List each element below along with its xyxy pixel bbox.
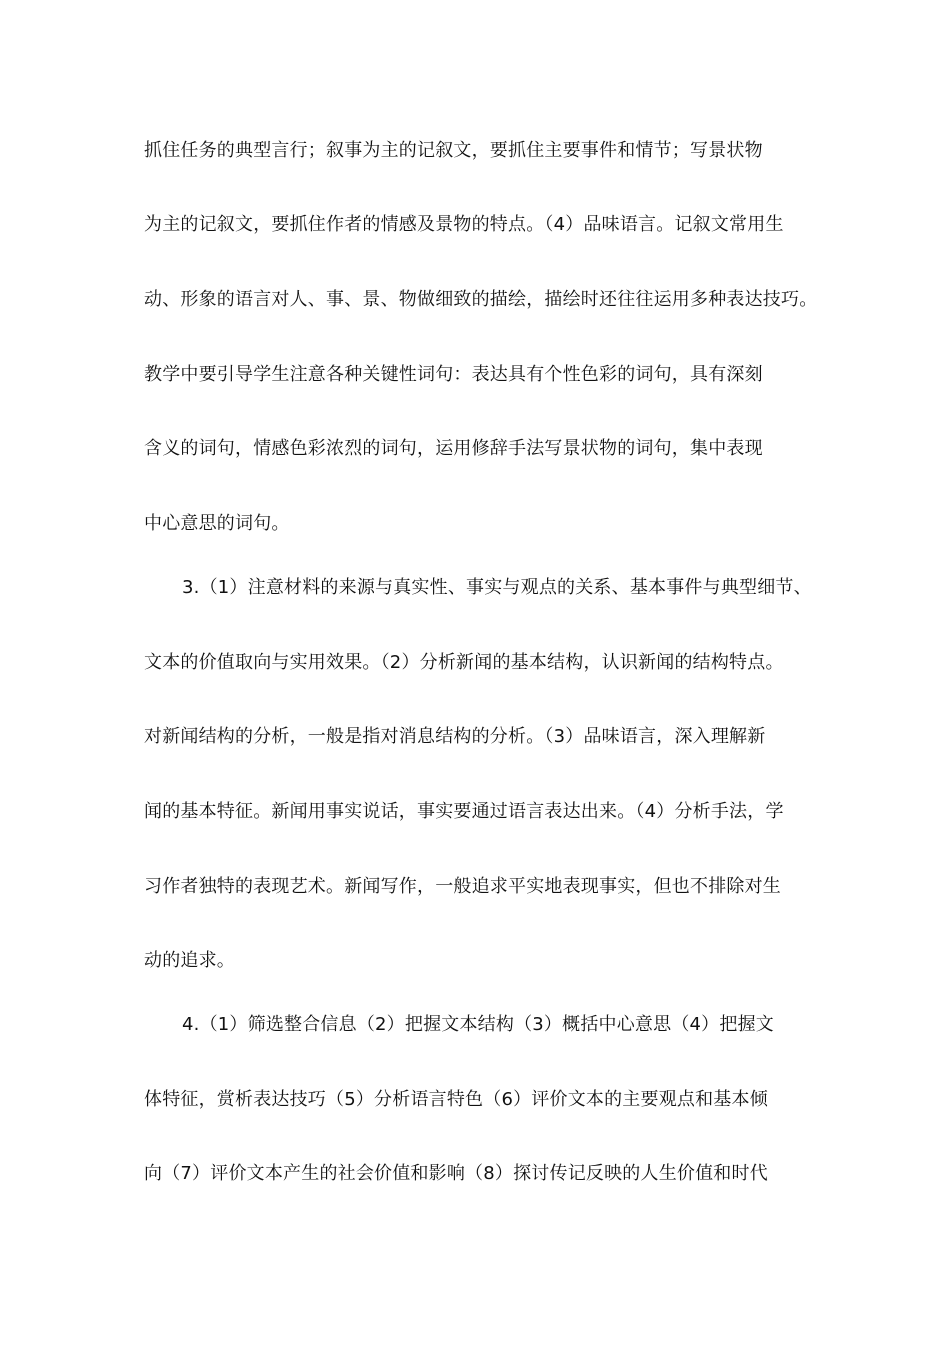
text-line: 教学中要引导学生注意各种关键性词句：表达具有个性色彩的词句，具有深刻: [144, 364, 763, 385]
text-line: 抓住任务的典型言行；叙事为主的记叙文，要抓住主要事件和情节；写景状物: [144, 140, 763, 161]
text-line: 体特征，赏析表达技巧（5）分析语言特色（6）评价文本的主要观点和基本倾: [144, 1089, 768, 1110]
text-line: 闻的基本特征。新闻用事实说话，事实要通过语言表达出来。（4）分析手法，学: [144, 801, 784, 822]
paragraph-4-start: 4.（1）筛选整合信息（2）把握文本结构（3）概括中心意思（4）把握文: [182, 1014, 774, 1035]
text-line: 为主的记叙文，要抓住作者的情感及景物的特点。（4）品味语言。记叙文常用生: [144, 214, 784, 235]
text-line: 动的追求。: [144, 950, 235, 971]
text-line: 习作者独特的表现艺术。新闻写作，一般追求平实地表现事实，但也不排除对生: [144, 876, 781, 897]
text-line: 动、形象的语言对人、事、景、物做细致的描绘，描绘时还往往运用多种表达技巧。: [144, 289, 818, 310]
paragraph-3-start: 3.（1）注意材料的来源与真实性、事实与观点的关系、基本事件与典型细节、: [182, 577, 812, 598]
text-line: 文本的价值取向与实用效果。（2）分析新闻的基本结构，认识新闻的结构特点。: [144, 652, 784, 673]
text-line: 对新闻结构的分析，一般是指对消息结构的分析。（3）品味语言，深入理解新: [144, 726, 766, 747]
text-line: 中心意思的词句。: [144, 513, 290, 534]
text-line: 含义的词句，情感色彩浓烈的词句，运用修辞手法写景状物的词句，集中表现: [144, 438, 763, 459]
text-line: 向（7）评价文本产生的社会价值和影响（8）探讨传记反映的人生价值和时代: [144, 1163, 768, 1184]
